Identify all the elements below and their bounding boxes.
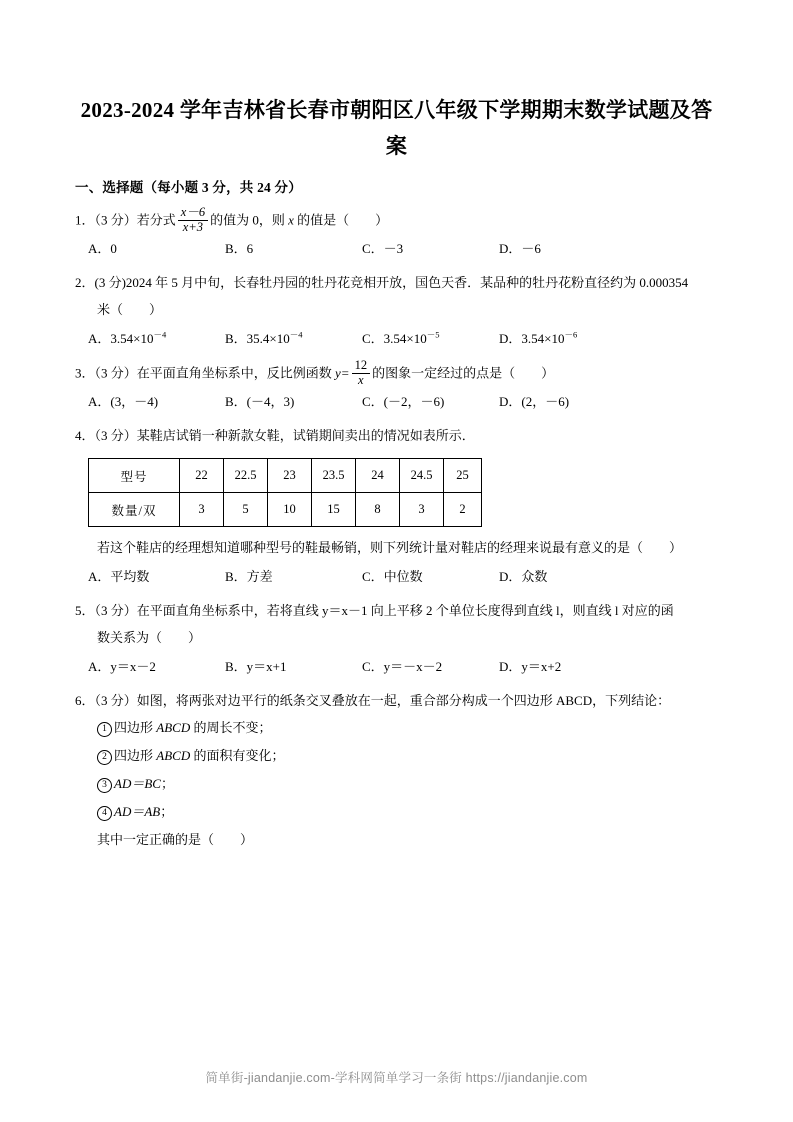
q1-stem-close: ） <box>375 212 389 228</box>
q1-fraction-denominator: x+3 <box>182 219 204 234</box>
question-1 <box>75 206 718 263</box>
q2-option-c-exponent: －5 <box>426 329 440 340</box>
table-cell-qty-1: 5 <box>224 493 268 527</box>
q2-option-b-exponent: －4 <box>289 329 303 340</box>
question-4-stem: 4．（3 分）某鞋店试销一种新款女鞋，试销期间卖出的情况如表所示． <box>75 428 475 443</box>
q2-line2-close: ） <box>149 302 163 317</box>
q3-option-d[interactable]: D．(2，－6) <box>499 394 570 409</box>
q6-item2-em: ABCD <box>156 748 191 763</box>
q1-stem-suffix-a: 的值为 0，则 <box>210 212 289 228</box>
q1-option-d[interactable]: D．－6 <box>499 241 541 256</box>
q5-option-c[interactable]: C．y＝－x－2 <box>362 659 443 674</box>
shoe-sales-table <box>88 458 482 527</box>
q6-item3-em: AD＝BC <box>114 776 161 791</box>
question-6-item-2 <box>75 742 718 770</box>
table-cell-model-4: 24 <box>356 459 400 493</box>
question-1-options <box>75 235 718 263</box>
question-1-stem <box>75 206 718 234</box>
q4-option-b[interactable]: B．方差 <box>225 569 273 584</box>
table-cell-model-1: 22.5 <box>224 459 268 493</box>
table-cell-model-5: 24.5 <box>400 459 444 493</box>
q3-option-c[interactable]: C．(－2，－6) <box>362 394 445 409</box>
q1-fraction <box>178 206 208 234</box>
q2-option-d[interactable] <box>499 325 577 353</box>
q2-option-a-exponent: －4 <box>153 329 167 340</box>
q3-stem-suffix: 的图象一定经过的点是（ <box>372 365 516 381</box>
question-2-stem-line2 <box>75 296 718 324</box>
table-cell-qty-2: 10 <box>268 493 312 527</box>
q1-fraction-numerator: x－6 <box>178 206 208 221</box>
question-3-options <box>75 388 718 416</box>
question-4 <box>75 422 718 591</box>
question-3 <box>75 359 718 416</box>
table-cell-qty-6: 2 <box>444 493 482 527</box>
question-4-options <box>75 563 718 591</box>
q5-line2-prefix: 数关系为（ <box>97 630 163 645</box>
q5-option-b[interactable]: B．y＝x+1 <box>225 659 287 674</box>
table-cell-model-0: 22 <box>180 459 224 493</box>
circled-number-3-icon: 3 <box>97 778 112 793</box>
table-cell-qty-0: 3 <box>180 493 224 527</box>
q4-option-c[interactable]: C．中位数 <box>362 569 423 584</box>
q5-option-d[interactable]: D．y＝x+2 <box>499 659 562 674</box>
question-2 <box>75 269 718 353</box>
q1-option-c[interactable]: C．－3 <box>362 241 404 256</box>
table-cell-model-6: 25 <box>444 459 482 493</box>
question-2-options <box>75 325 718 353</box>
q6-item1-text-b: 的周长不变； <box>190 720 272 735</box>
q3-stem-prefix: 3．（3 分）在平面直角坐标系中，反比例函数 <box>75 365 336 381</box>
q5-line2-close: ） <box>188 630 202 645</box>
q2-option-a[interactable] <box>88 325 225 353</box>
q4-followup-prefix: 若这个鞋店的经理想知道哪种型号的鞋最畅销，则下列统计量对鞋店的经理来说最有意义的是（ <box>97 540 644 555</box>
circled-number-2-icon: 2 <box>97 750 112 765</box>
question-6 <box>75 687 718 854</box>
q3-fraction-denominator: x <box>358 372 364 387</box>
table-cell-model-2: 23 <box>268 459 312 493</box>
q2-option-a-label: A．3.54×10 <box>88 331 154 346</box>
q3-option-b[interactable]: B．(－4，3) <box>225 394 295 409</box>
question-5-stem-line2 <box>75 624 718 652</box>
q2-option-b[interactable] <box>225 325 362 353</box>
question-5-stem: 5．（3 分）在平面直角坐标系中，若将直线 y＝x－1 向上平移 2 个单位长度得到直线 l，则直线 l 对应的函 <box>75 603 674 618</box>
question-6-conclusion <box>75 826 718 854</box>
q6-item4-text-b: ； <box>160 804 174 819</box>
table-row-models <box>89 459 482 493</box>
q1-stem-prefix: 1．（3 分）若分式 <box>75 212 176 228</box>
q4-followup-close: ） <box>669 540 683 555</box>
question-5 <box>75 597 718 681</box>
document-content <box>75 92 718 860</box>
table-cell-qty-5: 3 <box>400 493 444 527</box>
question-6-stem: 6．（3 分）如图，将两张对边平行的纸条交叉叠放在一起，重合部分构成一个四边形 ABCD，下列结论： <box>75 693 671 708</box>
q1-option-a[interactable]: A．0 <box>88 241 117 256</box>
question-5-options <box>75 653 718 681</box>
q1-variable: x <box>288 212 294 228</box>
q6-item2-text-b: 的面积有变化； <box>190 748 285 763</box>
q5-option-a[interactable]: A．y＝x－2 <box>88 659 156 674</box>
table-rowheader-quantity: 数量/双 <box>89 493 180 527</box>
question-6-item-4 <box>75 798 718 826</box>
q2-option-d-exponent: －6 <box>564 329 578 340</box>
q3-function-lhs: y= <box>335 365 350 381</box>
table-row-quantities <box>89 493 482 527</box>
q4-option-d[interactable]: D．众数 <box>499 569 548 584</box>
q3-fraction-numerator: 12 <box>352 359 371 374</box>
q6-item1-text-a: 四边形 <box>114 720 157 735</box>
q6-conclusion-prefix: 其中一定正确的是（ <box>97 832 215 847</box>
table-cell-qty-4: 8 <box>356 493 400 527</box>
q2-line2-prefix: 米（ <box>97 302 124 317</box>
q6-item4-em: AD＝AB <box>114 804 161 819</box>
q6-item1-em: ABCD <box>156 720 191 735</box>
q3-fraction <box>352 359 371 387</box>
section-heading-choice: 一、选择题（每小题 3 分，共 24 分） <box>75 180 302 195</box>
table-cell-model-3: 23.5 <box>312 459 356 493</box>
q3-stem-close: ） <box>541 365 555 381</box>
shoe-sales-table-wrapper <box>75 458 718 527</box>
question-2-stem: 2．(3 分)2024 年 5 月中旬，长春牡丹园的牡丹花竞相开放，国色天香．某品种的牡丹花粉直径约为 0.000354 <box>75 275 689 290</box>
q2-option-b-label: B．35.4×10 <box>225 331 290 346</box>
question-6-item-1 <box>75 714 718 742</box>
q2-option-c-label: C．3.54×10 <box>362 331 427 346</box>
q6-item2-text-a: 四边形 <box>114 748 157 763</box>
question-4-followup <box>75 534 718 562</box>
question-3-stem <box>75 359 718 387</box>
q2-option-d-label: D．3.54×10 <box>499 331 565 346</box>
q2-option-c[interactable] <box>362 325 499 353</box>
q4-option-a[interactable]: A．平均数 <box>88 569 150 584</box>
q1-stem-suffix-b: 的值是（ <box>293 212 350 228</box>
footer-watermark: 简单街-jiandanjie.com-学科网简单学习一条街 https://jiandanjie.com <box>205 1071 588 1085</box>
table-rowheader-model: 型号 <box>89 459 180 493</box>
q6-conclusion-close: ） <box>240 832 254 847</box>
circled-number-4-icon: 4 <box>97 806 112 821</box>
question-6-item-3 <box>75 770 718 798</box>
q1-option-b[interactable]: B．6 <box>225 241 254 256</box>
circled-number-1-icon: 1 <box>97 722 112 737</box>
q3-option-a[interactable]: A．(3，－4) <box>88 394 159 409</box>
q6-item3-text-b: ； <box>160 776 174 791</box>
page-title: 2023-2024 学年吉林省长春市朝阳区八年级下学期期末数学试题及答案 <box>80 98 713 158</box>
table-cell-qty-3: 15 <box>312 493 356 527</box>
